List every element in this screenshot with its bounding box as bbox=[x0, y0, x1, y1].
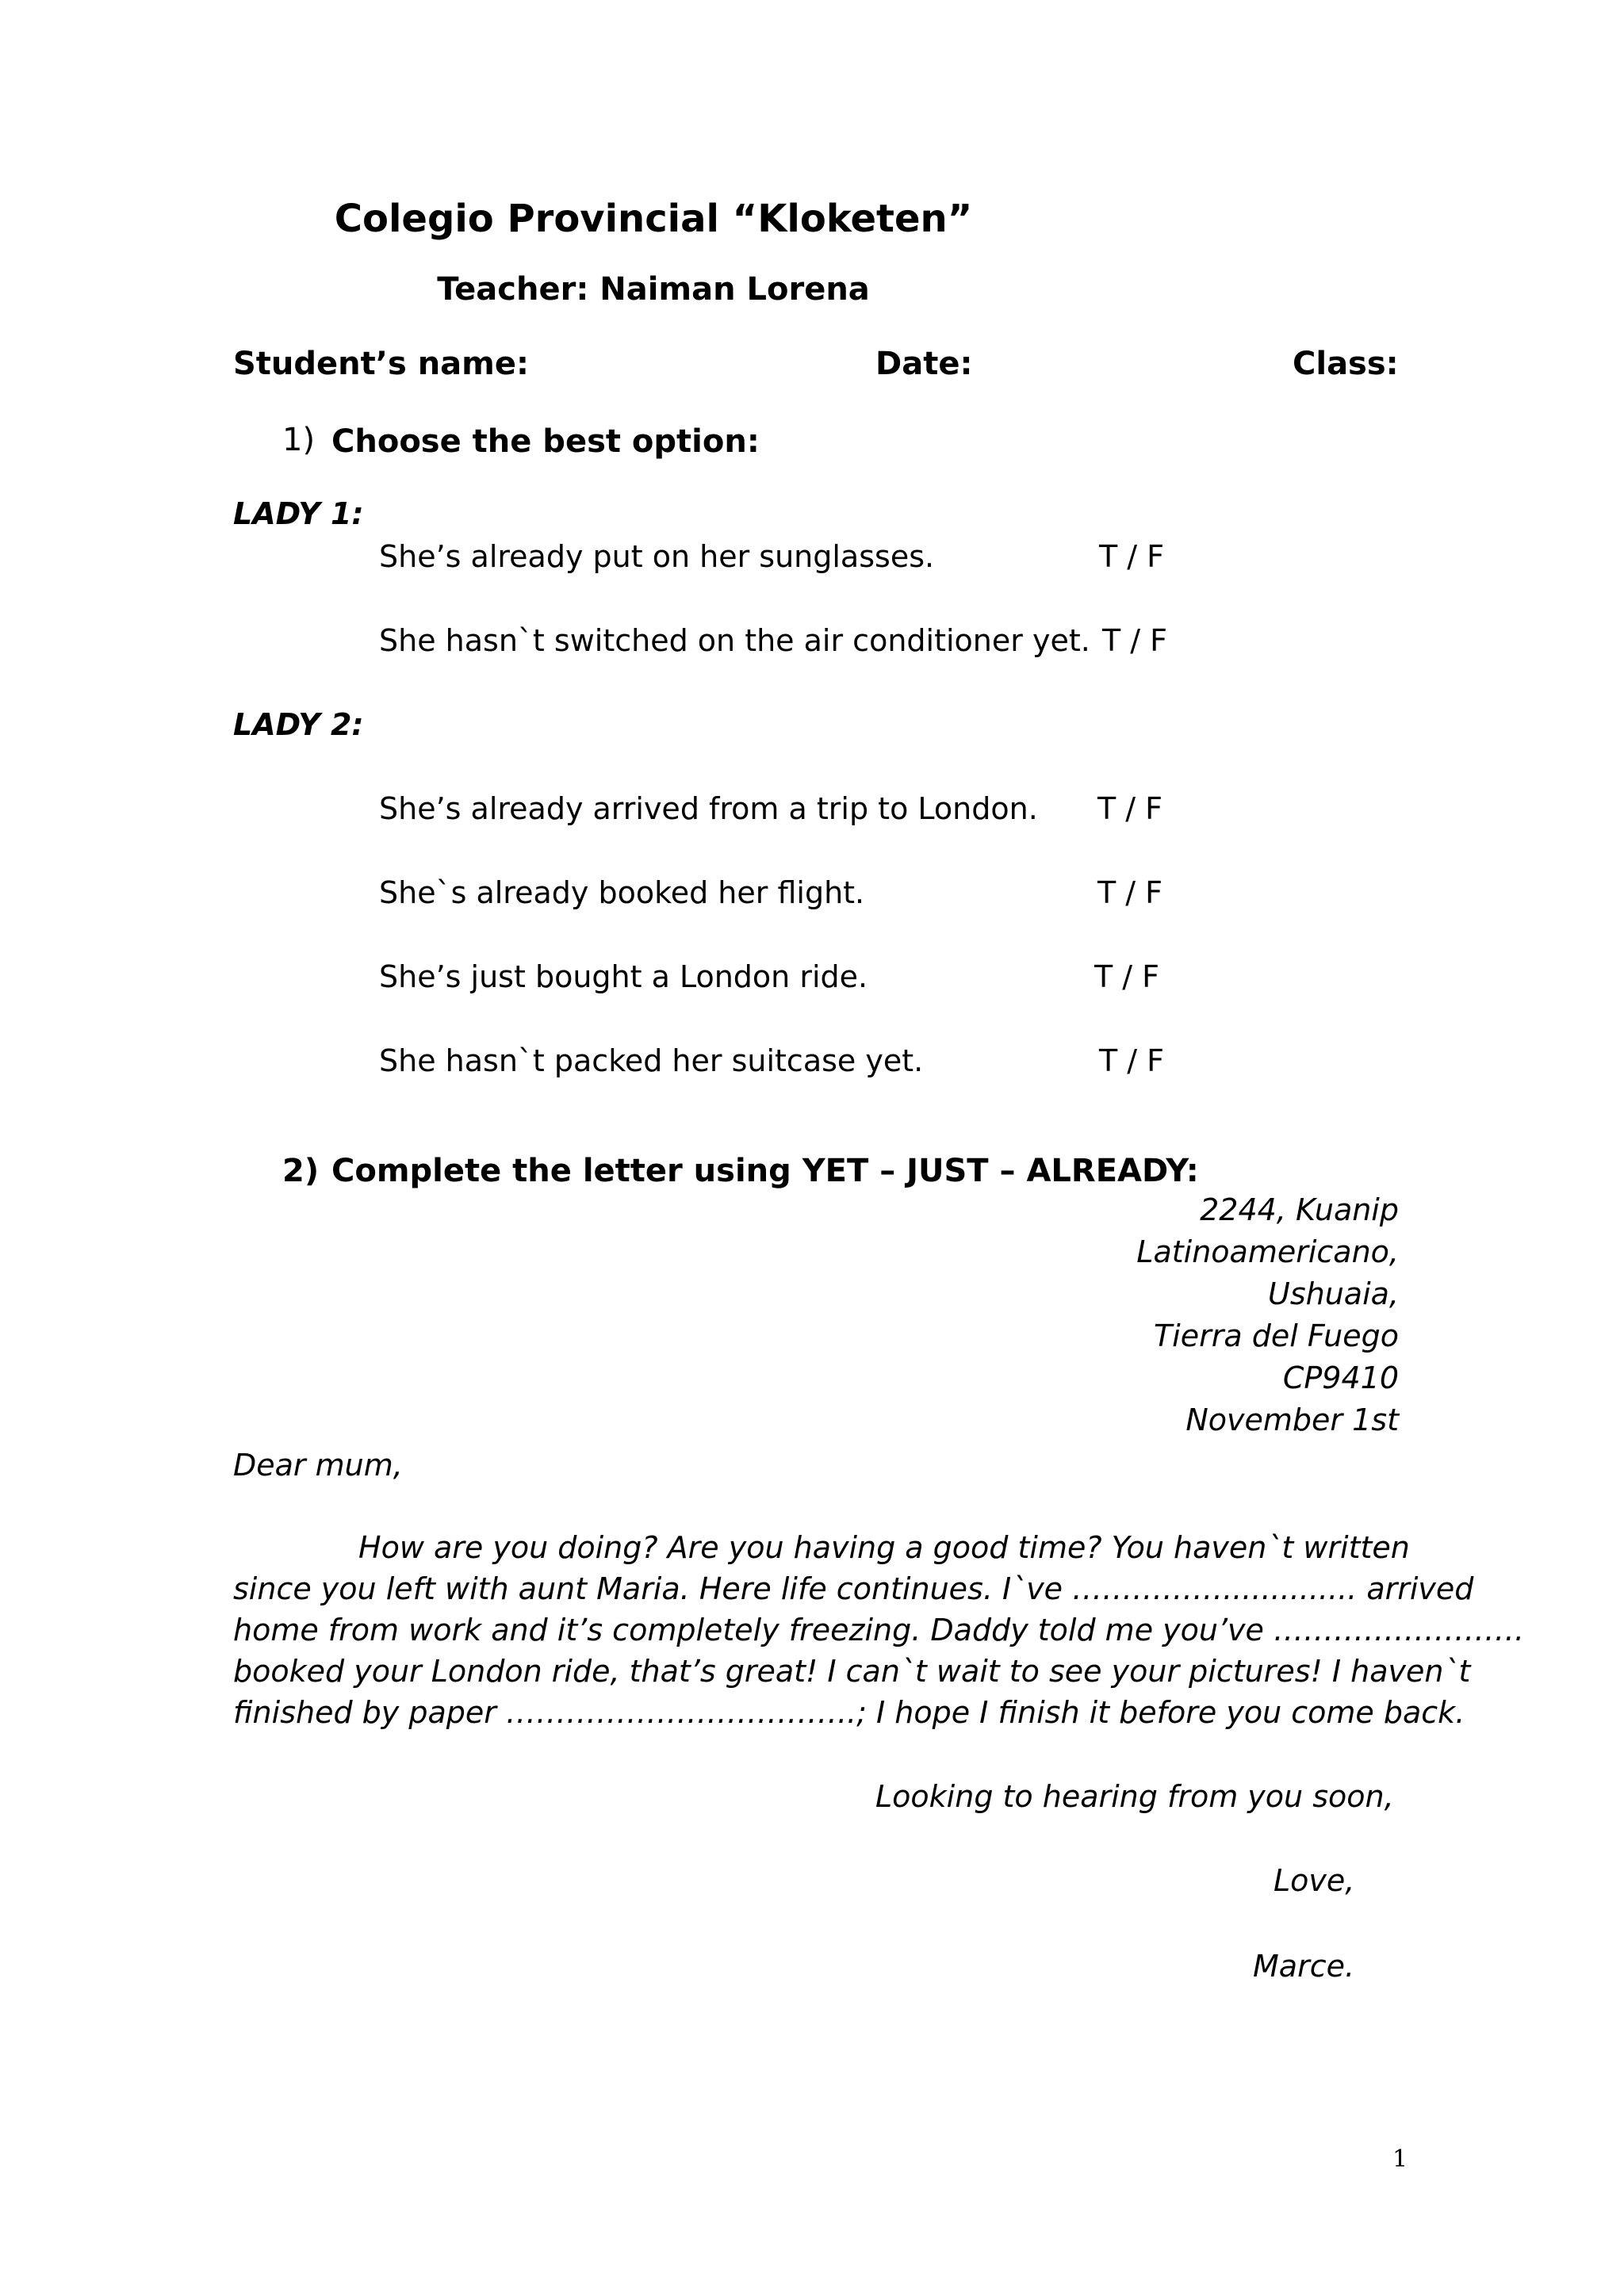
letter-body-line: How are you doing? Are you having a good time? You haven`t written bbox=[358, 1530, 1410, 1565]
true-false-option: T / F bbox=[1099, 539, 1165, 574]
true-false-option: T / F bbox=[1102, 623, 1168, 658]
page-number: 1 bbox=[1392, 2145, 1408, 2173]
lady-2-statement: She`s already booked her flight. bbox=[379, 875, 865, 910]
letter-body-line: booked your London ride, that’s great! I can`t wait to see your pictures! I haven`t bbox=[233, 1654, 1471, 1689]
question-2-number: 2) bbox=[282, 1153, 320, 1189]
letter-signature: Marce. bbox=[1253, 1949, 1355, 1984]
school-title: Colegio Provincial “Kloketen” bbox=[334, 197, 973, 241]
letter-body-line: finished by paper ……………………………..; I hope I finish it before you come back. bbox=[233, 1695, 1465, 1730]
lady-1-statement: She hasn`t switched on the air conditioner yet. bbox=[379, 623, 1090, 658]
question-2-instruction: Complete the letter using YET – JUST – ALREADY: bbox=[331, 1153, 1199, 1189]
address-line: 2244, Kuanip bbox=[1200, 1192, 1399, 1227]
lady-2-label: LADY 2: bbox=[233, 707, 364, 742]
letter-greeting: Dear mum, bbox=[233, 1448, 403, 1483]
address-line: Latinoamericano, bbox=[1136, 1234, 1399, 1269]
lady-2-statement: She hasn`t packed her suitcase yet. bbox=[379, 1043, 924, 1078]
lady-1-statement: She’s already put on her sunglasses. bbox=[379, 539, 935, 574]
lady-2-statement: She’s just bought a London ride. bbox=[379, 959, 868, 994]
letter-date: November 1st bbox=[1185, 1402, 1399, 1437]
class-label: Class: bbox=[1293, 346, 1399, 382]
letter-body-line: home from work and it’s completely freezing. Daddy told me you’ve ……………………. bbox=[233, 1613, 1525, 1647]
student-name-label: Student’s name: bbox=[233, 346, 529, 382]
lady-1-label: LADY 1: bbox=[233, 496, 364, 531]
true-false-option: T / F bbox=[1099, 1043, 1165, 1078]
lady-2-statement: She’s already arrived from a trip to London. bbox=[379, 791, 1038, 826]
date-label: Date: bbox=[875, 346, 973, 382]
true-false-option: T / F bbox=[1097, 875, 1163, 910]
letter-love: Love, bbox=[1274, 1863, 1355, 1898]
address-line: CP9410 bbox=[1282, 1360, 1399, 1395]
question-1-instruction: Choose the best option: bbox=[331, 423, 760, 460]
question-1-number: 1) bbox=[282, 422, 316, 458]
true-false-option: T / F bbox=[1097, 791, 1163, 826]
teacher-name: Teacher: Naiman Lorena bbox=[437, 271, 870, 308]
address-line: Ushuaia, bbox=[1268, 1276, 1399, 1311]
letter-closing: Looking to hearing from you soon, bbox=[875, 1779, 1394, 1814]
letter-body-line: since you left with aunt Maria. Here life continues. I`ve …………….............. arrived bbox=[233, 1571, 1474, 1606]
address-line: Tierra del Fuego bbox=[1153, 1318, 1399, 1353]
true-false-option: T / F bbox=[1094, 959, 1160, 994]
